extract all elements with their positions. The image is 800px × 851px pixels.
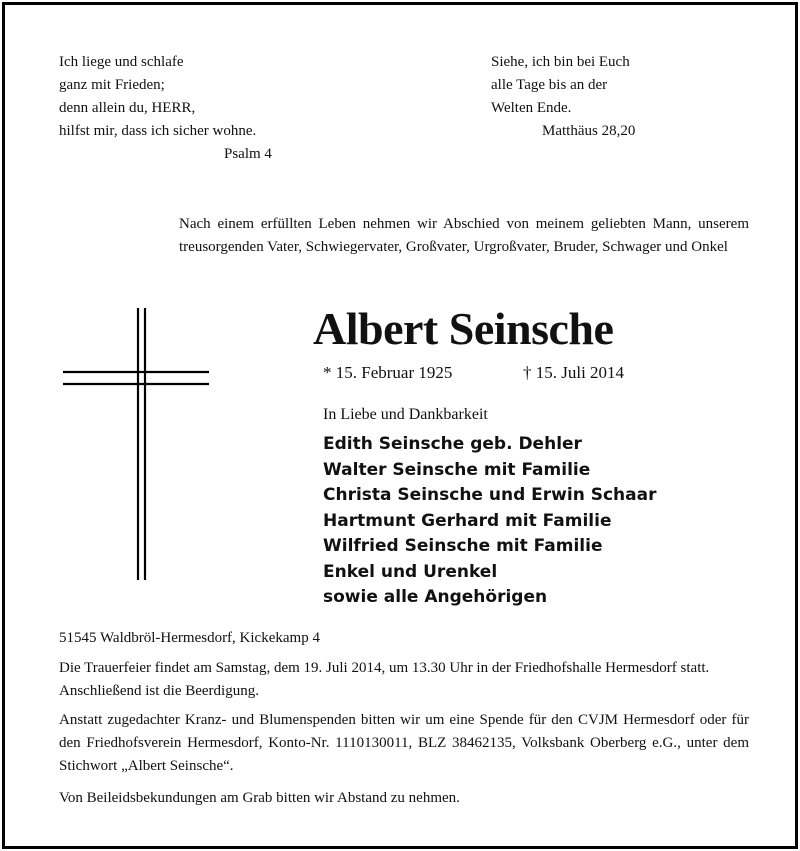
verse-right-line: alle Tage bis an der: [491, 77, 608, 93]
verse-left-reference: Psalm 4: [224, 146, 272, 162]
funeral-notice: Die Trauerfeier findet am Samstag, dem 19. Juli 2014, um 13.30 Uhr in der Friedhofshalle Hermesdorf statt. Anschließend ist die Beerdigung.: [59, 660, 710, 699]
donation-notice: Anstatt zugedachter Kranz- und Blumenspenden bitten wir um eine Spende für den CVJM Hermesdorf oder für den Friedhofsverein Hermesdorf, Konto-Nr. 1110130011, BLZ 38462135, Volksbank Oberberg e.G., unter dem Stichwort „Albert Seinsche“.: [59, 712, 749, 774]
closing-notice: Von Beileidsbekundungen am Grab bitten wir Abstand zu nehmen.: [59, 790, 460, 806]
mourner: sowie alle Angehörigen: [323, 587, 548, 607]
deceased-name: Albert Seinsche: [313, 303, 614, 354]
mourner: Wilfried Seinsche mit Familie: [323, 536, 603, 556]
verse-left-line: Ich liege und schlafe: [59, 54, 184, 70]
birth-date: * 15. Februar 1925: [323, 363, 453, 382]
verse-left: [59, 51, 272, 166]
mourners-list: [323, 432, 656, 611]
mourner: Christa Seinsche und Erwin Schaar: [323, 485, 657, 505]
verse-right-line: Siehe, ich bin bei Euch: [491, 54, 630, 70]
mourner: Walter Seinsche mit Familie: [323, 459, 591, 480]
mourner: Hartmunt Gerhard mit Familie: [323, 510, 612, 531]
mourner: Edith Seinsche geb. Dehler: [323, 434, 582, 454]
death-date: † 15. Juli 2014: [523, 363, 625, 382]
verse-right-reference: Matthäus 28,20: [542, 123, 636, 139]
obituary-notice: [2, 2, 798, 849]
verse-right: [491, 51, 635, 143]
tagline: In Liebe und Dankbarkeit: [323, 406, 488, 423]
verse-left-line: ganz mit Frieden;: [59, 77, 165, 93]
verse-left-line: denn allein du, HERR,: [59, 100, 196, 116]
address: 51545 Waldbröl-Hermesdorf, Kickekamp 4: [59, 630, 320, 646]
verse-right-line: Welten Ende.: [491, 100, 572, 116]
mourner: Enkel und Urenkel: [323, 561, 498, 582]
latin-cross-icon: [63, 308, 209, 580]
life-dates: [323, 361, 625, 385]
verse-left-line: hilfst mir, dass ich sicher wohne.: [59, 123, 257, 139]
intro-text: Nach einem erfüllten Leben nehmen wir Abschied von meinem geliebten Mann, unserem treusorgenden Vater, Schwiegervater, Großvater, Urgroßvater, Bruder, Schwager und Onkel: [179, 216, 749, 255]
